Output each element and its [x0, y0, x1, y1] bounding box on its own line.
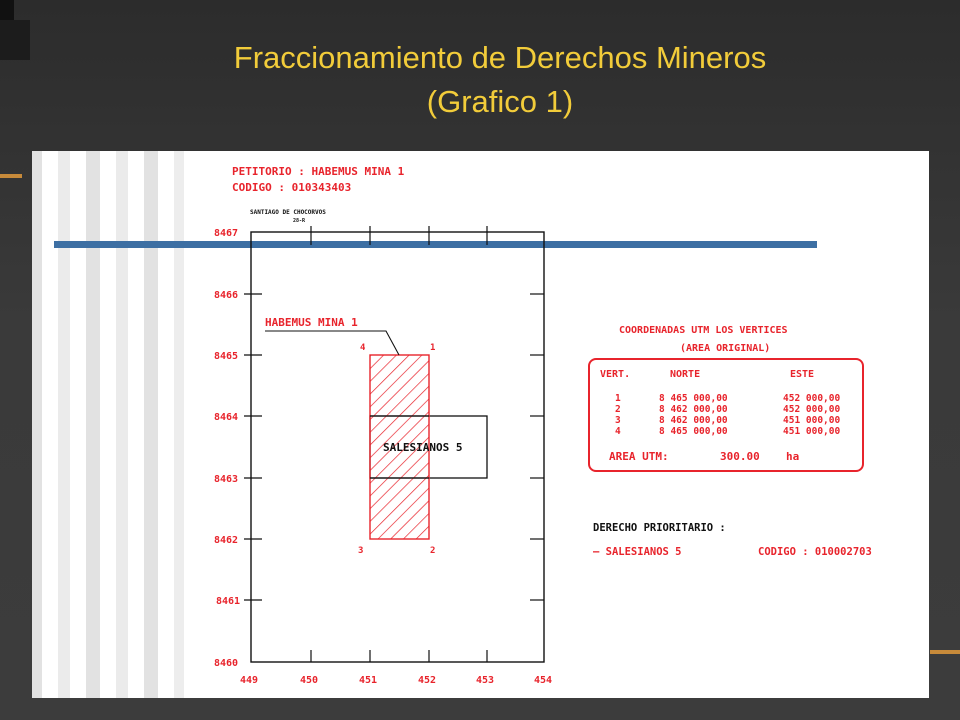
prioritario-heading: DERECHO PRIORITARIO : — [593, 522, 726, 534]
coords-cell: 452 000,00 — [783, 404, 841, 415]
coords-cell: 8 462 000,00 — [659, 404, 728, 415]
location-sub: 28-R — [293, 218, 306, 224]
habemus-label: HABEMUS MINA 1 — [265, 316, 358, 329]
area-label: AREA UTM: — [609, 450, 669, 463]
coords-cell: 8 462 000,00 — [659, 415, 728, 426]
prioritario-name: – SALESIANOS 5 — [593, 546, 682, 558]
coords-cell: 451 000,00 — [783, 415, 841, 426]
y-tick-label: 8461 — [216, 596, 241, 607]
salesianos-label: SALESIANOS 5 — [383, 441, 463, 454]
coords-cell: 4 — [615, 426, 621, 437]
x-tick-label: 452 — [418, 675, 437, 686]
coords-title: COORDENADAS UTM LOS VERTICES — [619, 325, 788, 336]
vertex-label: 2 — [430, 546, 436, 556]
coords-cell: 1 — [615, 393, 621, 404]
prioritario-codigo: CODIGO : 010002703 — [758, 546, 872, 558]
y-tick-label: 8466 — [214, 290, 239, 301]
coords-header-norte: NORTE — [670, 369, 701, 380]
coords-cell: 451 000,00 — [783, 426, 841, 437]
location-note: SANTIAGO DE CHOCORVOS — [250, 209, 326, 216]
slide-title-line1: Fraccionamiento de Derechos Mineros — [233, 40, 767, 75]
y-tick-label: 8467 — [214, 228, 239, 239]
x-tick-label: 450 — [300, 675, 319, 686]
x-tick-label: 453 — [476, 675, 495, 686]
area-unit: ha — [786, 450, 800, 463]
coords-header-este: ESTE — [790, 369, 815, 380]
y-tick-label: 8464 — [214, 412, 239, 423]
habemus-leader-line — [265, 331, 399, 355]
y-tick-label: 8463 — [214, 474, 239, 485]
coords-cell: 2 — [615, 404, 621, 415]
codigo-label: CODIGO : 010343403 — [232, 181, 352, 194]
area-value: 300.00 — [720, 450, 760, 463]
x-tick-label: 451 — [359, 675, 378, 686]
slide-title-line2: (Grafico 1) — [426, 84, 574, 119]
vertex-label: 3 — [358, 546, 364, 556]
vertex-label: 1 — [430, 343, 436, 353]
coords-cell: 452 000,00 — [783, 393, 841, 404]
coords-header-vert: VERT. — [600, 369, 631, 380]
coords-subtitle: (AREA ORIGINAL) — [680, 343, 771, 354]
y-tick-label: 8462 — [214, 535, 239, 546]
y-tick-label: 8465 — [214, 351, 239, 362]
petitorio-label: PETITORIO : HABEMUS MINA 1 — [232, 165, 405, 178]
x-tick-label: 454 — [534, 675, 553, 686]
coords-cell: 8 465 000,00 — [659, 426, 728, 437]
vertex-label: 4 — [360, 343, 366, 353]
coords-cell: 8 465 000,00 — [659, 393, 728, 404]
x-tick-label: 449 — [240, 675, 259, 686]
coords-cell: 3 — [615, 415, 621, 426]
y-tick-label: 8460 — [214, 658, 239, 669]
